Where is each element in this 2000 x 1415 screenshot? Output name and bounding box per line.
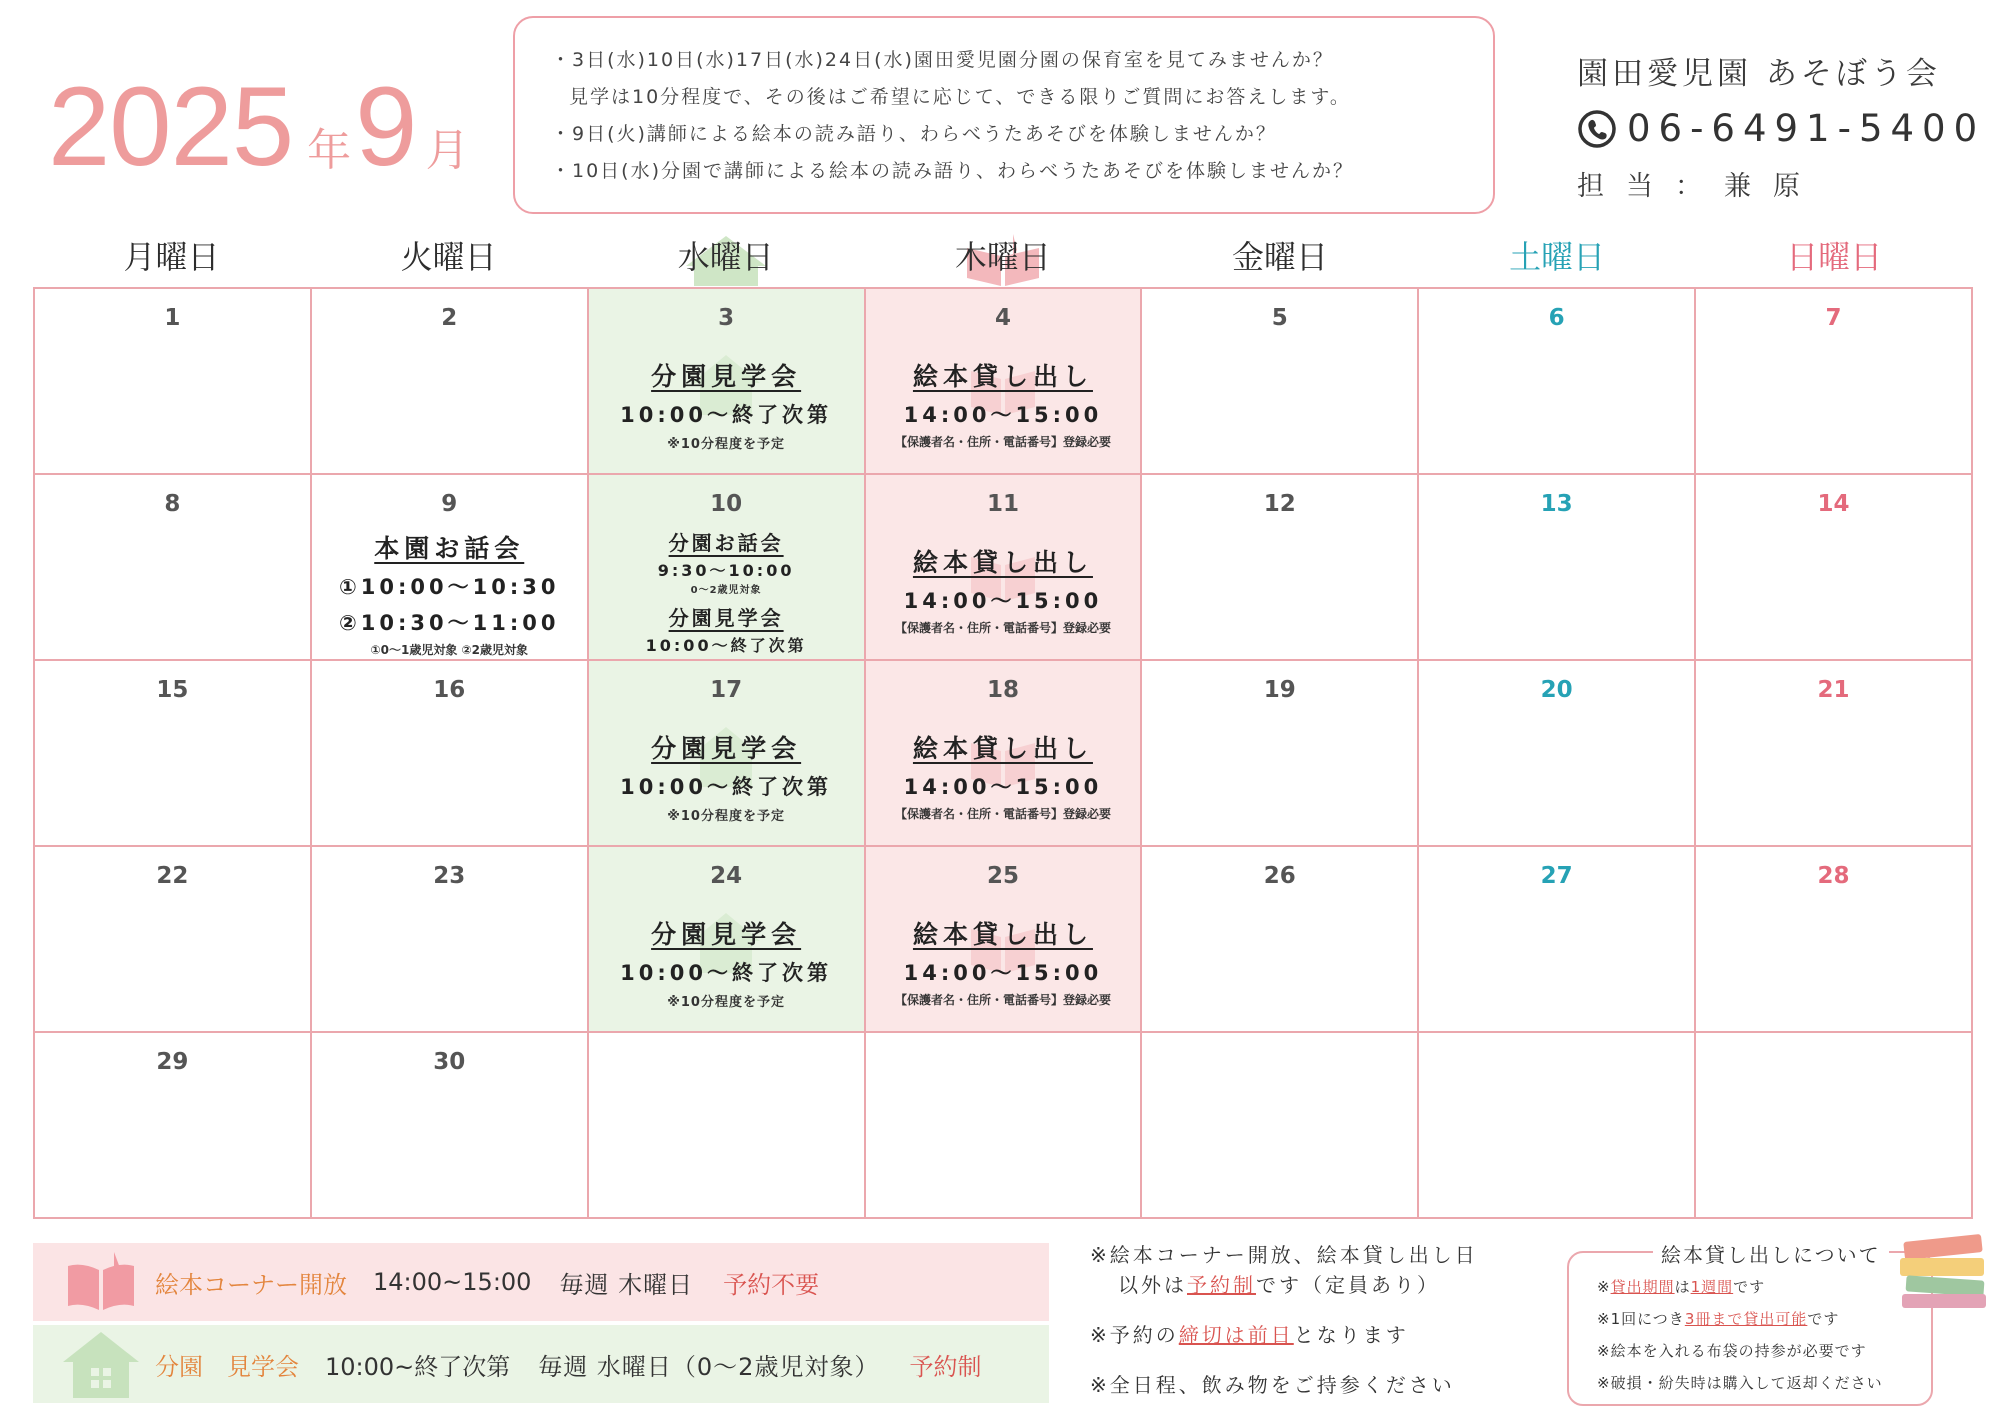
week-row bbox=[34, 660, 1972, 846]
day-cell[interactable]: 26 bbox=[1141, 846, 1418, 1032]
event-note: 【保護者名・住所・電話番号】登録必要 bbox=[894, 435, 1111, 449]
event-note: 0～2歳児対象 bbox=[690, 585, 762, 596]
legend-name: 分園 見学会 bbox=[155, 1352, 299, 1381]
event-time: 10:00～終了次第 bbox=[620, 775, 833, 799]
empty-cell bbox=[865, 1032, 1142, 1218]
notice-line-4: ・10日(水)分園で講師による絵本の読み語り、わらべうたあそびを体験しませんか？ bbox=[551, 160, 1355, 182]
event-time: 14:00～15:00 bbox=[903, 775, 1103, 799]
title-month-suffix: 月 bbox=[425, 126, 470, 175]
event-note: ※10分程度を予定 bbox=[667, 809, 785, 824]
day-cell[interactable]: 29 bbox=[34, 1032, 311, 1218]
notice-line-1: ・3日(水)10日(水)17日(水)24日(水)園田愛児園分園の保育室を見てみませんか？ bbox=[551, 49, 1334, 71]
legend-reservation: 予約不要 bbox=[723, 1270, 820, 1299]
legend-day: 毎週 木曜日 bbox=[559, 1270, 694, 1299]
event-time: 14:00～15:00 bbox=[903, 961, 1103, 985]
event-note: 【保護者名・住所・電話番号】登録必要 bbox=[894, 807, 1111, 821]
event-title: 絵本貸し出し bbox=[912, 734, 1093, 763]
event-title: 分園見学会 bbox=[668, 606, 784, 630]
event-note: ①0～1歳児対象 ②2歳児対象 bbox=[370, 643, 529, 657]
event-title: 分園見学会 bbox=[651, 362, 802, 391]
title-month: 9 bbox=[355, 64, 418, 189]
event-title: 絵本貸し出し bbox=[912, 548, 1093, 577]
week-row bbox=[34, 846, 1972, 1032]
week-row bbox=[34, 1032, 1972, 1218]
week-row bbox=[34, 288, 1972, 474]
day-cell[interactable]: 17 分園見学会 10:00～終了次第 ※10分程度を予定 bbox=[588, 660, 865, 846]
day-cell[interactable]: 3 分園見学会 10:00～終了次第 ※10分程度を予定 bbox=[588, 288, 865, 474]
legend-time: 14:00~15:00 bbox=[373, 1268, 532, 1296]
event-title: 分園見学会 bbox=[651, 734, 802, 763]
book-icon bbox=[62, 1252, 140, 1312]
lending-title: 絵本貸し出しについて bbox=[1653, 1239, 1889, 1268]
house-icon bbox=[61, 1330, 141, 1398]
legend-name: 絵本コーナー開放 bbox=[155, 1270, 347, 1299]
day-cell[interactable]: 19 bbox=[1141, 660, 1418, 846]
empty-cell bbox=[1695, 1032, 1972, 1218]
day-cell[interactable]: 6 bbox=[1418, 288, 1695, 474]
stacked-books-icon bbox=[1896, 1232, 1992, 1312]
day-cell[interactable]: 22 bbox=[34, 846, 311, 1032]
day-cell[interactable]: 25 絵本貸し出し 14:00～15:00 【保護者名・住所・電話番号】登録必要 bbox=[865, 846, 1142, 1032]
day-cell[interactable]: 24 分園見学会 10:00～終了次第 ※10分程度を予定 bbox=[588, 846, 865, 1032]
legend-day: 毎週 水曜日（0～2歳児対象） bbox=[538, 1352, 880, 1381]
day-cell[interactable]: 27 bbox=[1418, 846, 1695, 1032]
phone-icon bbox=[1577, 109, 1617, 149]
weekday-tue: 火曜日 bbox=[400, 238, 497, 276]
day-cell[interactable]: 14 bbox=[1695, 474, 1972, 660]
day-cell[interactable]: 4 絵本貸し出し 14:00～15:00 【保護者名・住所・電話番号】登録必要 bbox=[865, 288, 1142, 474]
day-cell[interactable]: 21 bbox=[1695, 660, 1972, 846]
day-cell[interactable]: 13 bbox=[1418, 474, 1695, 660]
person-in-charge: 担当：兼原 bbox=[1577, 171, 1822, 202]
event-time: ①10:00～10:30 bbox=[339, 575, 560, 599]
day-cell[interactable]: 11 絵本貸し出し 14:00～15:00 【保護者名・住所・電話番号】登録必要 bbox=[865, 474, 1142, 660]
day-cell[interactable]: 30 bbox=[311, 1032, 588, 1218]
event-note: 【保護者名・住所・電話番号】登録必要 bbox=[894, 621, 1111, 635]
footnote-3: ※全日程、飲み物をご持参ください bbox=[1090, 1373, 1455, 1397]
weekday-sat: 土曜日 bbox=[1509, 238, 1606, 276]
day-cell[interactable]: 2 bbox=[311, 288, 588, 474]
day-cell[interactable]: 16 bbox=[311, 660, 588, 846]
legend-branch-tour bbox=[33, 1325, 1049, 1403]
legend-time: 10:00~終了次第 bbox=[325, 1352, 511, 1381]
event-title: 分園お話会 bbox=[668, 531, 784, 555]
notice-line-2: 見学は10分程度で、その後はご希望に応じて、できる限りご質問にお答えします。 bbox=[569, 86, 1351, 108]
weekday-thu: 木曜日 bbox=[864, 228, 1141, 286]
day-cell[interactable]: 10 分園お話会 9:30～10:00 0～2歳児対象 分園見学会 10:00～終了次第 bbox=[588, 474, 865, 660]
calendar-grid bbox=[33, 287, 1973, 1219]
empty-cell bbox=[1141, 1032, 1418, 1218]
event-time: 10:00～終了次第 bbox=[645, 636, 807, 655]
footnote-1-cont: 以外は予約制です（定員あり） bbox=[1118, 1273, 1440, 1297]
lending-rules bbox=[1567, 1243, 1933, 1406]
day-cell[interactable]: 12 bbox=[1141, 474, 1418, 660]
week-row bbox=[34, 474, 1972, 660]
notice-line-3: ・9日(火)講師による絵本の読み語り、わらべうたあそびを体験しませんか？ bbox=[551, 123, 1277, 145]
legend-picture-book-corner bbox=[33, 1243, 1049, 1321]
day-cell[interactable]: 28 bbox=[1695, 846, 1972, 1032]
lending-rule-3: ※絵本を入れる布袋の持参が必要です bbox=[1597, 1342, 1867, 1360]
title-year: 2025 bbox=[48, 64, 294, 189]
day-cell[interactable]: 8 bbox=[34, 474, 311, 660]
weekday-fri: 金曜日 bbox=[1232, 238, 1329, 276]
day-cell[interactable]: 9 本園お話会 ①10:00～10:30 ②10:30～11:00 ①0～1歳児対象 ②2歳児対象 bbox=[311, 474, 588, 660]
day-cell[interactable]: 18 絵本貸し出し 14:00～15:00 【保護者名・住所・電話番号】登録必要 bbox=[865, 660, 1142, 846]
empty-cell bbox=[588, 1032, 865, 1218]
event-time: 9:30～10:00 bbox=[657, 561, 795, 580]
phone-number[interactable] bbox=[1577, 107, 1986, 150]
empty-cell bbox=[1418, 1032, 1695, 1218]
footnote-2: ※予約の締切は前日となります bbox=[1090, 1323, 1409, 1347]
day-cell[interactable]: 5 bbox=[1141, 288, 1418, 474]
lending-rule-2: ※1回につき3冊まで貸出可能です bbox=[1597, 1310, 1840, 1328]
event-note: 【保護者名・住所・電話番号】登録必要 bbox=[894, 993, 1111, 1007]
day-cell[interactable]: 20 bbox=[1418, 660, 1695, 846]
lending-rule-4: ※破損・紛失時は購入して返却ください bbox=[1597, 1374, 1883, 1392]
event-time: 10:00～終了次第 bbox=[620, 961, 833, 985]
day-cell[interactable]: 1 bbox=[34, 288, 311, 474]
organization-info bbox=[1577, 48, 1986, 203]
phone-number-text: 06-6491-5400 bbox=[1627, 107, 1986, 150]
day-cell[interactable]: 7 bbox=[1695, 288, 1972, 474]
title-year-suffix: 年 bbox=[307, 126, 352, 175]
organization-name: 園田愛児園 あそぼう会 bbox=[1577, 56, 1941, 92]
footnotes bbox=[1090, 1240, 1550, 1400]
day-cell[interactable]: 23 bbox=[311, 846, 588, 1032]
event-time: 14:00～15:00 bbox=[903, 403, 1103, 427]
notice-box bbox=[513, 16, 1495, 214]
page-title bbox=[48, 62, 469, 191]
lending-rule-1: ※貸出期間は1週間です bbox=[1597, 1278, 1766, 1296]
event-title: 分園見学会 bbox=[651, 920, 802, 949]
day-cell[interactable]: 15 bbox=[34, 660, 311, 846]
weekday-mon: 月曜日 bbox=[123, 238, 220, 276]
weekday-sun: 日曜日 bbox=[1786, 238, 1883, 276]
event-time: 14:00～15:00 bbox=[903, 589, 1103, 613]
event-time: 10:00～終了次第 bbox=[620, 403, 833, 427]
event-time: ②10:30～11:00 bbox=[339, 611, 560, 635]
event-note: ※10分程度を予定 bbox=[667, 437, 785, 452]
event-title: 本園お話会 bbox=[374, 534, 525, 563]
event-title: 絵本貸し出し bbox=[912, 920, 1093, 949]
event-title: 絵本貸し出し bbox=[912, 362, 1093, 391]
footnote-1: ※絵本コーナー開放、絵本貸し出し日 bbox=[1090, 1243, 1478, 1267]
legend-reservation: 予約制 bbox=[909, 1352, 982, 1381]
event-note: ※10分程度を予定 bbox=[667, 995, 785, 1010]
weekday-wed: 水曜日 bbox=[587, 228, 864, 286]
weekday-header bbox=[33, 228, 1973, 286]
